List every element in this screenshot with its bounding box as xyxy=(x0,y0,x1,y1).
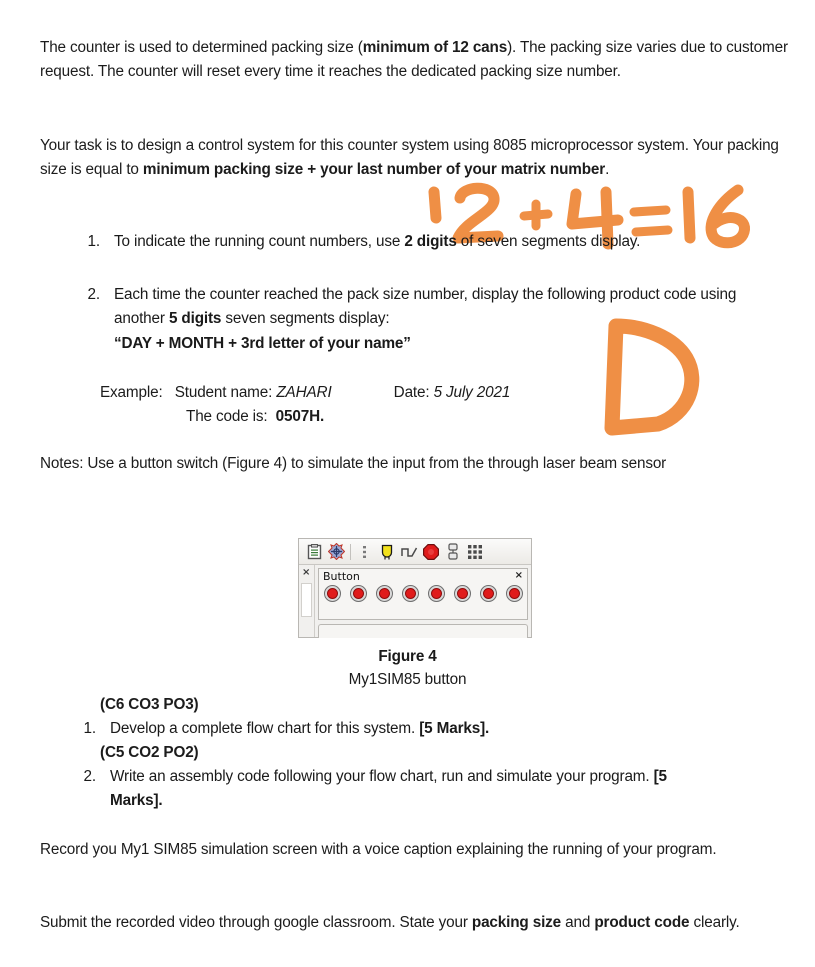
figure-caption-title xyxy=(0,645,815,668)
paragraph-1-bold-a: minimum of 12 cans xyxy=(362,39,508,56)
list-item-bottom-1-number: 1. xyxy=(83,720,96,737)
example-date-label: Date: xyxy=(393,384,430,401)
figure-caption-subtitle: My1SIM85 button xyxy=(348,671,467,688)
paragraph-1-text-b: ). The packing size varies due to customer request. The counter will reset every time it reaches the dedicated packing size number. xyxy=(40,39,788,81)
figure-4-image xyxy=(298,538,532,638)
paragraph-2-bold-a: minimum packing size + your last number of your matrix number xyxy=(142,161,606,179)
red-push-button[interactable] xyxy=(350,585,367,602)
paragraph-1-text-a: The counter is used to determined packing size ( xyxy=(40,39,363,56)
rail-slot xyxy=(301,583,312,617)
example-code-line xyxy=(186,405,686,429)
toolbar-separator xyxy=(350,544,351,560)
list-item-bottom-1-text: Develop a complete flow chart for this system. xyxy=(110,720,420,737)
clipboard-list-icon[interactable] xyxy=(303,541,325,563)
outcome-code-c6-text: (C6 CO3 PO3) xyxy=(100,696,199,713)
paragraph-3: Record you My1 SIM85 simulation screen with a voice caption explaining the running of your program. xyxy=(40,841,717,858)
paragraph-4-text-c: clearly. xyxy=(689,914,740,931)
sim-window-body xyxy=(299,565,531,637)
red-push-button[interactable] xyxy=(376,585,393,602)
three-dot-menu-icon[interactable] xyxy=(354,541,376,563)
list-item-2 xyxy=(72,283,788,356)
rail-close-icon[interactable]: × xyxy=(302,567,311,578)
red-push-button[interactable] xyxy=(428,585,445,602)
sim-main-area xyxy=(315,565,531,637)
button-panel xyxy=(318,568,528,620)
list-item-1-text-a: To indicate the running count numbers, use xyxy=(114,233,405,250)
notes-paragraph: Notes: Use a button switch (Figure 4) to simulate the input from the through laser beam sensor xyxy=(40,455,667,472)
paragraph-2-text-a: Your task is to design a control system for this counter system using 8085 microprocessor system. Your packing size is equal to xyxy=(40,137,779,179)
list-item-bottom-2-marks: [5 Marks]. xyxy=(110,768,667,810)
list-item-2-number: 2. xyxy=(87,286,100,303)
paragraph-2 xyxy=(40,134,792,183)
paragraph-1 xyxy=(40,36,792,85)
example-student-label: Student name: xyxy=(174,384,273,401)
list-item-1-body xyxy=(114,230,788,254)
button-panel-close-icon[interactable]: × xyxy=(514,570,523,581)
button-panel-title: Button xyxy=(323,570,360,583)
list-item-1-bold-a: 2 digits xyxy=(404,233,457,250)
example-date-value: 5 July 2021 xyxy=(433,384,511,401)
keypad-grid-icon[interactable] xyxy=(464,541,486,563)
red-stop-octagon-icon[interactable] xyxy=(420,541,442,563)
outcome-code-c5-text: (C5 CO2 PO2) xyxy=(100,744,199,761)
example-code-label: The code is: xyxy=(186,408,268,425)
outcome-code-c6 xyxy=(100,693,199,717)
paragraph-4-text-a: Submit the recorded video through google classroom. State your xyxy=(40,914,472,931)
list-item-bottom-1 xyxy=(68,717,768,741)
red-push-button[interactable] xyxy=(324,585,341,602)
list-item-1-text-b: of seven segments display. xyxy=(456,233,641,250)
list-item-2-quote: “DAY + MONTH + 3rd letter of your name” xyxy=(114,334,411,352)
target-crosshair-icon[interactable] xyxy=(325,541,347,563)
list-item-bottom-2 xyxy=(68,765,708,814)
list-item-1-number: 1. xyxy=(87,233,100,250)
figure-caption-title-text: Figure 4 xyxy=(378,648,437,665)
sim-toolbar xyxy=(299,539,531,565)
paragraph-4-bold-a: packing size xyxy=(471,914,562,931)
red-push-button[interactable] xyxy=(506,585,523,602)
button-row xyxy=(319,583,527,602)
paragraph-4-bold-b: product code xyxy=(594,914,690,931)
example-code-value: 0507H. xyxy=(275,408,325,425)
list-item-2-bold-a: 5 digits xyxy=(168,310,222,328)
example-block xyxy=(100,381,700,405)
sim-left-rail xyxy=(299,565,315,637)
list-item-bottom-2-body xyxy=(110,765,708,814)
paragraph-4-text-b: and xyxy=(561,914,595,931)
red-push-button[interactable] xyxy=(454,585,471,602)
paragraph-2-text-b: . xyxy=(605,161,610,179)
yellow-led-icon[interactable] xyxy=(376,541,398,563)
list-item-2-body xyxy=(114,283,788,356)
outcome-code-c5 xyxy=(100,741,199,765)
list-item-bottom-1-marks: [5 Marks]. xyxy=(419,720,490,737)
list-item-2-text-b: seven segments display: xyxy=(221,310,390,328)
list-item-2-text-a: Each time the counter reached the pack size number, display the following product code using another xyxy=(114,286,737,328)
red-push-button[interactable] xyxy=(480,585,497,602)
step-signal-icon[interactable] xyxy=(398,541,420,563)
list-item-bottom-1-body xyxy=(110,717,768,741)
list-item-1 xyxy=(72,230,788,254)
red-push-button[interactable] xyxy=(402,585,419,602)
paragraph-4 xyxy=(40,911,780,935)
list-item-bottom-2-number: 2. xyxy=(83,768,96,785)
example-student-value: ZAHARI xyxy=(276,384,332,401)
sim-lower-panel xyxy=(318,624,528,638)
example-label: Example: xyxy=(100,384,163,401)
list-item-bottom-2-text: Write an assembly code following your flow chart, run and simulate your program. xyxy=(110,768,654,785)
my1sim85-window xyxy=(298,538,532,638)
connector-icon[interactable] xyxy=(442,541,464,563)
